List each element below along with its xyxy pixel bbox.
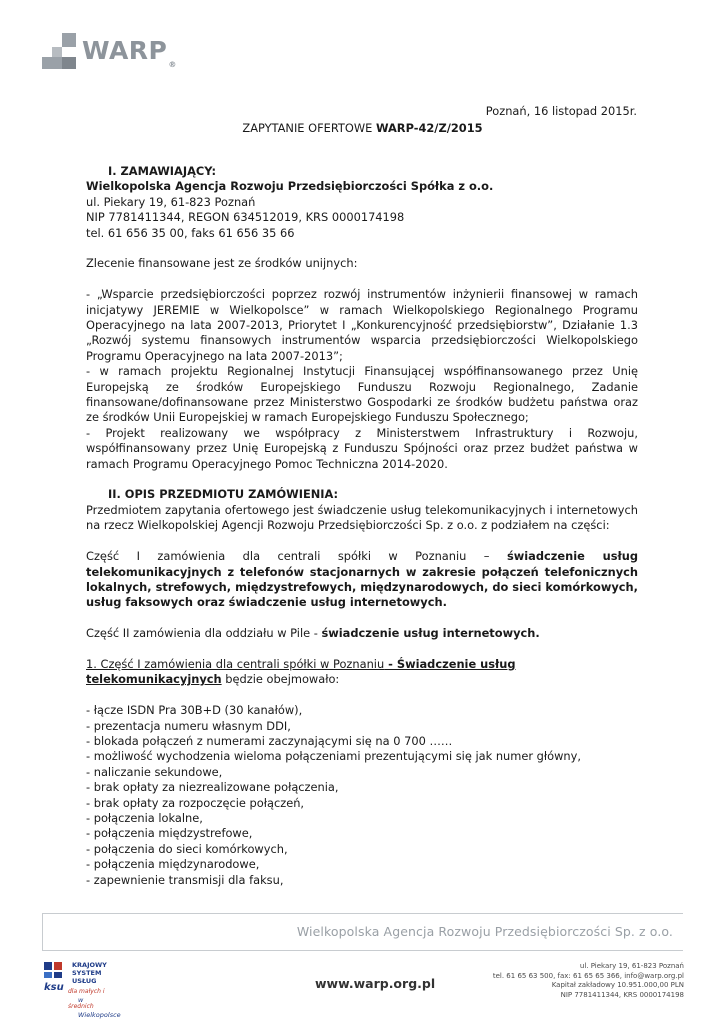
part1-services-heading: 1. Część I zamówienia dla centrali spółki w Poznaniu - Świadczenie usług telekomunikacyjnych będzie obejmowało: — [86, 656, 516, 687]
service-list-item: - połączenia międzynarodowe, — [86, 857, 260, 872]
orderer-ids: NIP 7781411344, REGON 634512019, KRS 0000174198 — [86, 210, 405, 225]
service-list-item: - brak opłaty za rozpoczęcie połączeń, — [86, 795, 305, 810]
section-heading-subject: II. OPIS PRZEDMIOTU ZAMÓWIENIA: — [108, 487, 339, 502]
funding-item: - „Wsparcie przedsiębiorczości poprzez rozwój instrumentów inżynierii finansowej w ramach inicjatywy JEREMIE w Wielkopolsce” w ramach Wielkopolskiego Regionalnego Programu Operacyjnego na lata 2007-2013, Priorytet I „Konkurencyjność przedsiębiorstw”, Działanie 1.3 „Rozwój systemu finansowych instrumentów wsparcia przedsiębiorczości Wielkopolskiego Programu Operacyjnego na lata 2007-2013”; — [86, 287, 638, 363]
ksu-block — [54, 972, 62, 978]
footer-address-block — [493, 962, 684, 1000]
service-list-item: - połączenia do sieci komórkowych, — [86, 841, 288, 856]
service-list-item: - blokada połączeń z numerami zaczynającymi się na 0 700 …… — [86, 733, 453, 748]
service-list-item: - prezentacja numeru własnym DDI, — [86, 718, 291, 733]
logo-wordmark: WARP® — [82, 36, 177, 69]
footer-website: www.warp.org.pl — [315, 976, 436, 991]
section-heading-orderer: I. ZAMAWIAJĄCY: — [108, 164, 217, 178]
service-list-item: - zapewnienie transmisji dla faksu, — [86, 872, 284, 887]
ksu-line: KRAJOWY — [72, 961, 107, 969]
footer-company-name: Wielkopolska Agencja Rozwoju Przedsiębiorczości Sp. z o.o. — [296, 924, 673, 939]
orderer-address: ul. Piekary 19, 61-823 Poznań — [86, 194, 256, 209]
logo-square-mid — [52, 47, 62, 57]
document-title: ZAPYTANIE OFERTOWE WARP-42/Z/2015 — [242, 121, 483, 135]
part1-description: Część I zamówienia dla centrali spółki w Poznaniu – świadczenie usług telekomunikacyjnych z telefonów stacjonarnych w zakresie połączeń telefonicznych lokalnych, strefowych, międzystrefowych, międzynarodowych, do sieci komórkowych, usług faksowych oraz świadczenie usług internetowych. — [86, 549, 639, 610]
footer-address-line: Kapitał zakładowy 10.951.000,00 PLN — [551, 981, 684, 990]
logo-square-right — [62, 57, 76, 69]
funding-item: - w ramach projektu Regionalnej Instytucji Finansującej współfinansowanego przez Unię Europejską ze środków Europejskiego Funduszu Rozwoju Regionalnego, Zadanie finansowane/dofinansowane przez Ministerstwo Gospodarki ze środków budżetu państwa oraz ze środków Unii Europejskiej w ramach Europejskiego Funduszu Społecznego; — [86, 364, 638, 425]
ksu-line: USŁUG — [72, 977, 97, 985]
subject-intro: Przedmiotem zapytania ofertowego jest świadczenie usług telekomunikacyjnych i internetowych na rzecz Wielkopolskiej Agencji Rozwoju Przedsiębiorczości Sp. z o.o. z podziałem na części: — [86, 502, 638, 533]
service-list-item: - brak opłaty za niezrealizowane połączenia, — [86, 780, 339, 795]
warp-logo — [42, 33, 182, 73]
ksu-region: w Wielkopolsce — [78, 996, 121, 1020]
orderer-phone: tel. 61 656 35 00, faks 61 656 35 66 — [86, 225, 295, 240]
ksu-logo — [42, 960, 122, 1020]
ksu-label: ksu — [44, 982, 64, 993]
funding-intro: Zlecenie finansowane jest ze środków unijnych: — [86, 256, 358, 271]
ksu-block — [44, 972, 52, 978]
logo-square-top — [62, 33, 76, 47]
ksu-block — [54, 962, 62, 970]
service-list-item: - połączenia lokalne, — [86, 810, 203, 825]
ksu-subtitle: dla małych i średnich — [68, 988, 105, 1011]
footer-address-line: tel. 61 65 63 500, fax: 61 65 65 366, info@warp.org.pl — [492, 971, 684, 980]
service-list-item: - naliczanie sekundowe, — [86, 764, 223, 779]
footer-address-line: NIP 7781411344, KRS 0000174198 — [560, 990, 684, 999]
document-date: Poznań, 16 listopad 2015r. — [485, 104, 637, 118]
service-list-item: - łącze ISDN Pra 30B+D (30 kanałów), — [86, 703, 303, 718]
service-list-item: - możliwość wychodzenia wieloma połączeniami prezentującymi się jak numer główny, — [86, 749, 582, 764]
ksu-line: SYSTEM — [72, 969, 102, 977]
footer-address-line: ul. Piekary 19, 61-823 Poznań — [579, 962, 684, 970]
document-body — [86, 164, 638, 888]
part2-description: Część II zamówienia dla oddziału w Pile - świadczenie usług internetowych. — [86, 626, 540, 641]
funding-item: - Projekt realizowany we współpracy z Ministerstwem Infrastruktury i Rozwoju, współfinansowany przez Unię Europejską z Funduszu Spójności oraz przez budżet państwa w ramach Programu Operacyjnego Pomoc Techniczna 2014-2020. — [86, 425, 638, 471]
service-list — [86, 703, 638, 888]
ksu-block — [44, 962, 52, 970]
service-list-item: - połączenia międzystrefowe, — [86, 826, 253, 841]
logo-square-left — [42, 57, 62, 69]
orderer-name: Wielkopolska Agencja Rozwoju Przedsiębiorczości Spółka z o.o. — [86, 179, 494, 194]
